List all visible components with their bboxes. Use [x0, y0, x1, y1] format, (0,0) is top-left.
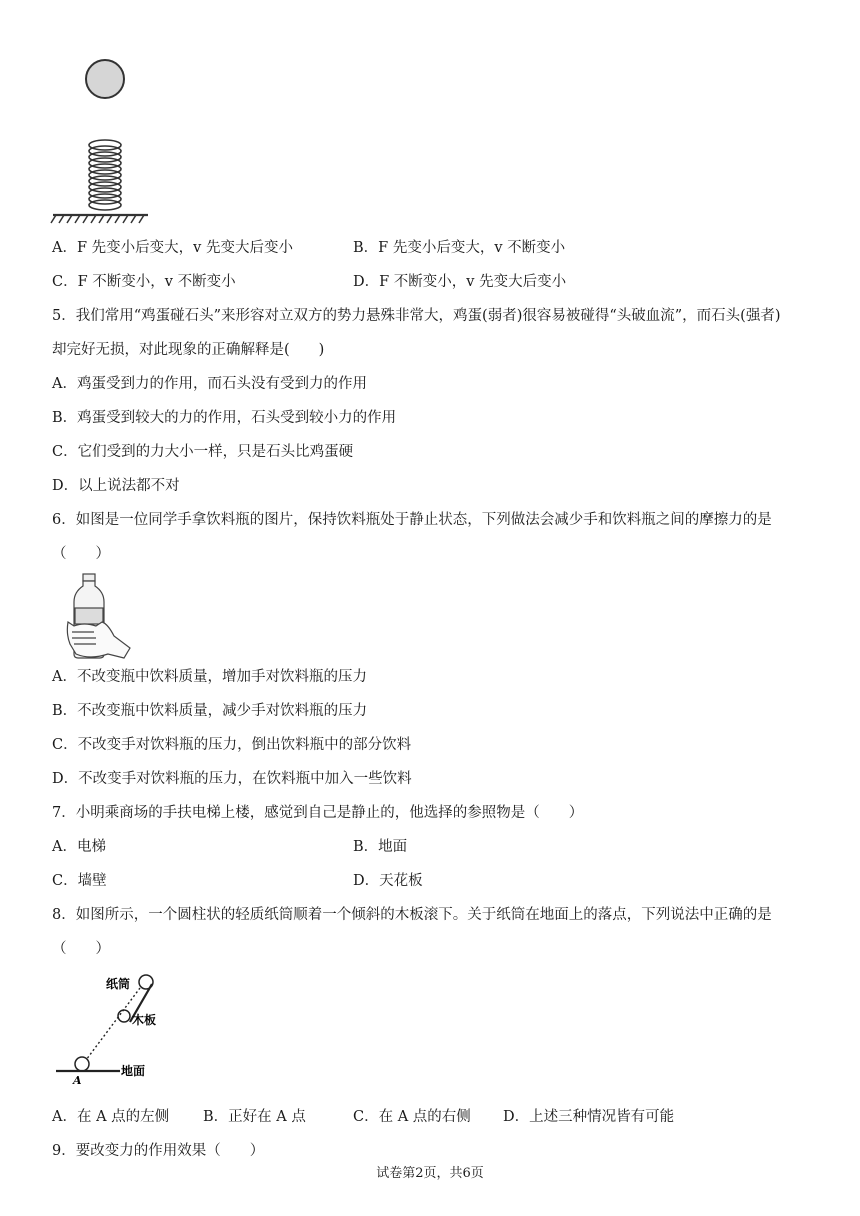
q7-option-b: B．地面 — [353, 839, 408, 855]
spring — [89, 140, 121, 210]
q4-option-b: B．F 先变小后变大，v 不断变小 — [353, 240, 566, 256]
ground-hatch — [51, 215, 148, 223]
q6-stem-line2: （ ） — [52, 546, 110, 562]
q4-option-c: C．F 不断变小，v 不断变小 — [52, 274, 236, 290]
q4-option-a: A．F 先变小后变大，v 先变大后变小 — [52, 240, 293, 256]
q5-option-b: B．鸡蛋受到较大的力的作用，石头受到较小力的作用 — [52, 410, 397, 426]
label-ground: 地面 — [121, 1064, 146, 1078]
q5-option-a: A．鸡蛋受到力的作用，而石头没有受到力的作用 — [52, 376, 367, 392]
bottle-label — [75, 608, 103, 624]
q8-stem-line2: （ ） — [52, 941, 110, 957]
rolling-tube-figure — [52, 970, 172, 1088]
label-tube: 纸筒 — [106, 977, 131, 991]
bottle-hand-figure — [64, 572, 136, 660]
q8-option-a: A．在 A 点的左侧 — [52, 1109, 170, 1125]
label-board: 木板 — [132, 1013, 157, 1027]
ball-spring-figure — [50, 55, 155, 230]
q6-option-b: B．不改变瓶中饮料质量，减少手对饮料瓶的压力 — [52, 703, 368, 719]
q8-option-d: D．上述三种情况皆有可能 — [503, 1109, 675, 1125]
q6-option-d: D．不改变手对饮料瓶的压力，在饮料瓶中加入一些饮料 — [52, 771, 412, 787]
q5-option-d: D．以上说法都不对 — [52, 478, 180, 494]
tube-top — [139, 975, 153, 989]
q4-option-d: D．F 不断变小，v 先变大后变小 — [353, 274, 567, 290]
q5-option-c: C．它们受到的力大小一样，只是石头比鸡蛋硬 — [52, 444, 354, 460]
q8-option-b: B．正好在 A 点 — [203, 1109, 306, 1125]
bottle-cap — [83, 574, 95, 581]
q7-stem: 7．小明乘商场的手扶电梯上楼，感觉到自己是静止的，他选择的参照物是（ ） — [52, 805, 584, 821]
tube-bottom — [75, 1057, 89, 1071]
q7-option-c: C．墙壁 — [52, 873, 107, 889]
q7-option-a: A．电梯 — [52, 839, 106, 855]
q6-option-c: C．不改变手对饮料瓶的压力，倒出饮料瓶中的部分饮料 — [52, 737, 412, 753]
q6-option-a: A．不改变瓶中饮料质量，增加手对饮料瓶的压力 — [52, 669, 367, 685]
tube-mid — [118, 1010, 130, 1022]
q9-stem: 9．要改变力的作用效果（ ） — [52, 1143, 265, 1159]
hand — [67, 622, 130, 658]
label-point-a: A — [73, 1074, 82, 1087]
q8-stem-line1: 8．如图所示，一个圆柱状的轻质纸筒顺着一个倾斜的木板滚下。关于纸筒在地面上的落点，下列说法中正确的是 — [52, 907, 772, 923]
ball — [86, 60, 124, 98]
q6-stem-line1: 6．如图是一位同学手拿饮料瓶的图片，保持饮料瓶处于静止状态，下列做法会减少手和饮料瓶之间的摩擦力的是 — [52, 512, 772, 528]
q5-stem-line2: 却完好无损，对此现象的正确解释是( ) — [52, 342, 325, 358]
q7-option-d: D．天花板 — [353, 873, 423, 889]
q8-option-c: C．在 A 点的右侧 — [353, 1109, 471, 1125]
q5-stem-line1: 5．我们常用“鸡蛋碰石头”来形容对立双方的势力悬殊非常大，鸡蛋(弱者)很容易被碰得“头破血流”，而石头(强者) — [52, 308, 781, 324]
page-footer: 试卷第2页，共6页 — [376, 1166, 484, 1181]
